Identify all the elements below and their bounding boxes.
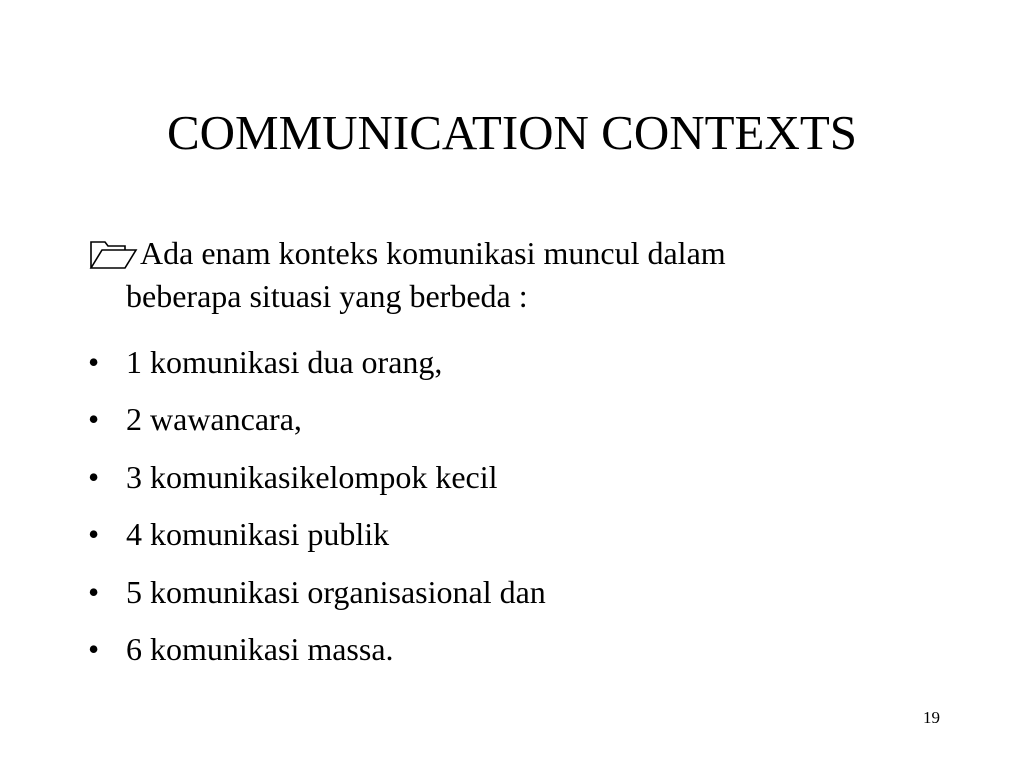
list-item	[88, 506, 546, 563]
list-item-text: 2 wawancara,	[126, 401, 302, 438]
list-item	[88, 621, 546, 678]
bullet-list	[88, 334, 546, 678]
bullet-symbol: •	[88, 573, 100, 610]
bullet-symbol: •	[88, 344, 100, 380]
intro-text-line-1: Ada enam konteks komunikasi muncul dalam	[140, 235, 726, 271]
list-item-text: 4 komunikasi publik	[126, 516, 390, 553]
list-item-text: 1 komunikasi dua orang,	[126, 344, 443, 380]
bullet-symbol: •	[88, 516, 100, 553]
list-item-text: 5 komunikasi organisasional dan	[126, 573, 546, 610]
slide-title: COMMUNICATION CONTEXTS	[166, 105, 858, 160]
bullet-symbol: •	[88, 458, 100, 495]
intro-text-line-2: beberapa situasi yang berbeda :	[126, 278, 528, 314]
bullet-symbol: •	[88, 630, 100, 667]
list-item	[88, 391, 546, 448]
list-item-text: 6 komunikasi massa.	[126, 630, 394, 667]
list-item-text: 3 komunikasikelompok kecil	[126, 458, 498, 495]
intro-paragraph	[88, 232, 948, 318]
folder-icon	[88, 237, 138, 271]
list-item	[88, 564, 546, 621]
bullet-symbol: •	[88, 401, 100, 438]
intro-line-1	[88, 232, 948, 275]
slide-number: 19	[923, 708, 940, 727]
list-item	[88, 449, 546, 506]
list-item	[88, 334, 546, 391]
